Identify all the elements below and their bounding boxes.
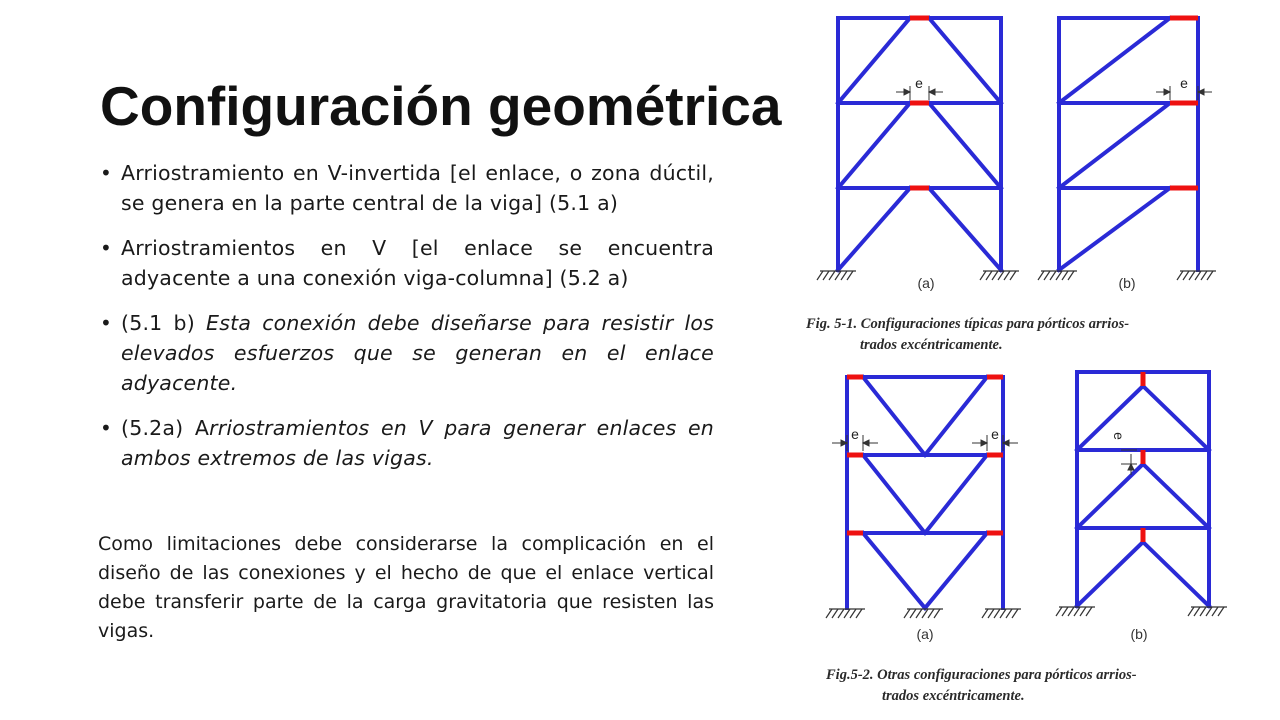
dimension-label: e <box>991 426 999 442</box>
bullet-text: Arriostramiento en V-invertida [el enlace, o zona dúctil, se genera en la parte central de la viga] (5.1 a) <box>121 161 714 215</box>
caption-line: Fig.5-2. Otras configuraciones para pórticos arrios- <box>826 667 1137 683</box>
bullet-italic-text: Esta conexión debe diseñarse para resistir los elevados esfuerzos que se generan en el enlace adyacente. <box>121 311 714 395</box>
caption-line: trados excéntricamente. <box>860 337 1003 353</box>
dimension-label: e <box>851 426 859 442</box>
ground-supports <box>817 271 1216 280</box>
figure-label-a: (a) <box>916 626 934 642</box>
caption-line: trados excéntricamente. <box>882 688 1025 704</box>
bullet-item <box>98 158 714 218</box>
figure-5-2 <box>816 363 1236 653</box>
dimension-label: e <box>915 75 923 91</box>
ground-supports <box>826 607 1227 618</box>
caption-line: Fig. 5-1. Configuraciones típicas para pórticos arrios- <box>806 316 1130 332</box>
bullet-list <box>98 158 714 488</box>
dimension-label: e <box>1180 75 1188 91</box>
figure-5-1-caption <box>806 314 1236 356</box>
bullet-italic-text: rriostramientos en V para generar enlaces en ambos extremos de las vigas. <box>121 416 714 470</box>
bullet-item <box>98 233 714 293</box>
dimension-label: e <box>1111 432 1127 440</box>
figure-label-a: (a) <box>917 275 935 291</box>
figure-5-1 <box>812 8 1232 303</box>
figure-label-b: (b) <box>1118 275 1136 291</box>
figure-label-b: (b) <box>1130 626 1148 642</box>
bullet-item <box>98 308 714 398</box>
figure-5-2-caption <box>826 665 1236 707</box>
bullet-text: Arriostramientos en V [el enlace se encuentra adyacente a una conexión viga-columna] (5.2 a) <box>121 236 714 290</box>
bullet-item <box>98 413 714 473</box>
dimension-marker <box>896 86 1212 100</box>
bullet-prefix: (5.1 b) <box>121 311 207 335</box>
limitations-paragraph: Como limitaciones debe considerarse la complicación en el diseño de las conexiones y el hecho de que el enlace vertical debe transferir parte de la carga gravitatoria que resisten las vigas. <box>98 533 714 642</box>
slide-title: Configuración geométrica <box>100 75 782 137</box>
bullet-prefix: (5.2a) A <box>121 416 210 440</box>
